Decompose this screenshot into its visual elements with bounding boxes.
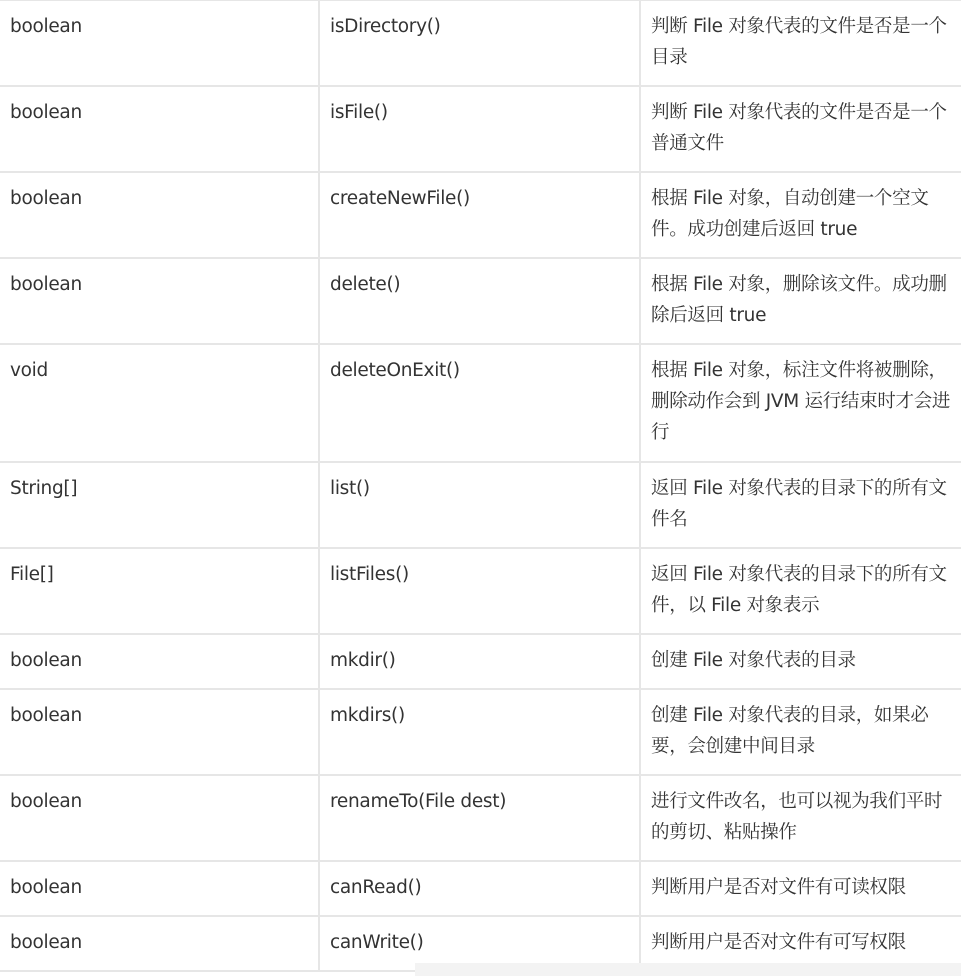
description-cell: 判断 File 对象代表的文件是否是一个目录 bbox=[640, 0, 961, 86]
return-type-cell: boolean bbox=[0, 775, 319, 861]
return-type-cell: String[] bbox=[0, 462, 319, 548]
table-row bbox=[0, 258, 961, 344]
method-name-cell: list() bbox=[319, 462, 640, 548]
method-name-cell: delete() bbox=[319, 258, 640, 344]
return-type-cell: boolean bbox=[0, 0, 319, 86]
return-type-cell: boolean bbox=[0, 689, 319, 775]
table-row bbox=[0, 0, 961, 86]
description-cell: 进行文件改名，也可以视为我们平时的剪切、粘贴操作 bbox=[640, 775, 961, 861]
return-type-cell: boolean bbox=[0, 634, 319, 689]
table-row bbox=[0, 548, 961, 634]
description-cell: 根据 File 对象，自动创建一个空文件。成功创建后返回 true bbox=[640, 172, 961, 258]
description-cell: 根据 File 对象，标注文件将被删除，删除动作会到 JVM 运行结束时才会进行 bbox=[640, 344, 961, 462]
return-type-cell: void bbox=[0, 344, 319, 462]
return-type-cell: File[] bbox=[0, 548, 319, 634]
method-name-cell: listFiles() bbox=[319, 548, 640, 634]
table-row bbox=[0, 86, 961, 172]
description-cell: 返回 File 对象代表的目录下的所有文件，以 File 对象表示 bbox=[640, 548, 961, 634]
method-name-cell: canRead() bbox=[319, 861, 640, 916]
description-cell: 判断用户是否对文件有可读权限 bbox=[640, 861, 961, 916]
table-row bbox=[0, 634, 961, 689]
return-type-cell: boolean bbox=[0, 258, 319, 344]
return-type-cell: boolean bbox=[0, 172, 319, 258]
return-type-cell: boolean bbox=[0, 86, 319, 172]
method-name-cell: isDirectory() bbox=[319, 0, 640, 86]
table-row bbox=[0, 689, 961, 775]
method-name-cell: canWrite() bbox=[319, 916, 640, 971]
return-type-cell: boolean bbox=[0, 916, 319, 971]
table-row bbox=[0, 172, 961, 258]
table-row bbox=[0, 861, 961, 916]
method-name-cell: mkdir() bbox=[319, 634, 640, 689]
method-name-cell: deleteOnExit() bbox=[319, 344, 640, 462]
bottom-bar bbox=[415, 963, 961, 976]
return-type-cell: boolean bbox=[0, 861, 319, 916]
method-name-cell: createNewFile() bbox=[319, 172, 640, 258]
method-name-cell: mkdirs() bbox=[319, 689, 640, 775]
description-cell: 创建 File 对象代表的目录，如果必要，会创建中间目录 bbox=[640, 689, 961, 775]
description-cell: 判断用户是否对文件有可写权限 bbox=[640, 916, 961, 971]
description-cell: 根据 File 对象，删除该文件。成功删除后返回 true bbox=[640, 258, 961, 344]
table-row bbox=[0, 462, 961, 548]
description-cell: 创建 File 对象代表的目录 bbox=[640, 634, 961, 689]
table-row bbox=[0, 344, 961, 462]
method-name-cell: isFile() bbox=[319, 86, 640, 172]
description-cell: 判断 File 对象代表的文件是否是一个普通文件 bbox=[640, 86, 961, 172]
table-row bbox=[0, 775, 961, 861]
method-name-cell: renameTo(File dest) bbox=[319, 775, 640, 861]
description-cell: 返回 File 对象代表的目录下的所有文件名 bbox=[640, 462, 961, 548]
